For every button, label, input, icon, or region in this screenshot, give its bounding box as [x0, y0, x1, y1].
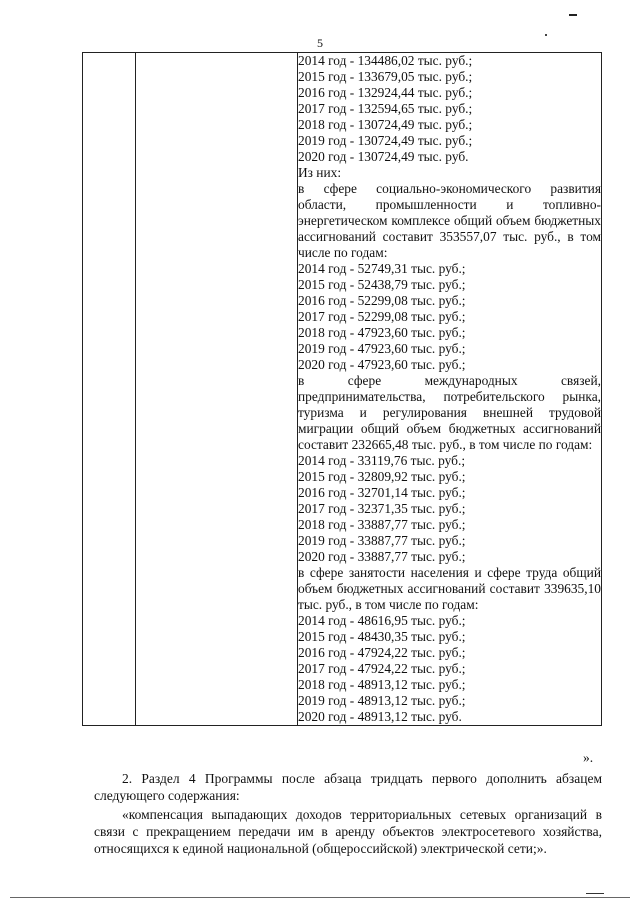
- list-item: 2018 год - 130724,49 тыс. руб.;: [298, 117, 473, 132]
- list-item: 2015 год - 32809,92 тыс. руб.;: [298, 469, 466, 484]
- list-item: 2017 год - 47924,22 тыс. руб.;: [298, 661, 466, 676]
- table-cell-label: [136, 53, 298, 726]
- closing-quote: ».: [583, 750, 594, 765]
- list-item: 2017 год - 52299,08 тыс. руб.;: [298, 309, 466, 324]
- block-economic-text: в сфере социально-экономического развития области, промышленности и топливно-энергетическом комплексе общий объем бюджетных ассигнований составит 353557,07 тыс. руб., в том числе по годам:: [298, 181, 601, 260]
- list-item: 2020 год - 47923,60 тыс. руб.;: [298, 357, 466, 372]
- list-item: 2019 год - 33887,77 тыс. руб.;: [298, 533, 466, 548]
- list-item: 2014 год - 48616,95 тыс. руб.;: [298, 613, 466, 628]
- list-item: 2018 год - 33887,77 тыс. руб.;: [298, 517, 466, 532]
- list-item: 2019 год - 48913,12 тыс. руб.;: [298, 693, 466, 708]
- list-item: 2016 год - 52299,08 тыс. руб.;: [298, 293, 466, 308]
- list-item: 2015 год - 52438,79 тыс. руб.;: [298, 277, 466, 292]
- block-employment-text: в сфере занятости населения и сфере труда общий объем бюджетных ассигнований составит 339635,10 тыс. руб., в том числе по годам:: [298, 565, 601, 612]
- amendment-quote-paragraph: «компенсация выпадающих доходов территориальных сетевых организаций в связи с прекращением передачи им в аренду объектов электросетевого хозяйства, относящихся к единой национальной (общероссийской) электрической сети;».: [94, 807, 602, 856]
- list-item: 2016 год - 32701,14 тыс. руб.;: [298, 485, 466, 500]
- list-item: 2019 год - 130724,49 тыс. руб.;: [298, 133, 473, 148]
- list-item: 2014 год - 33119,76 тыс. руб.;: [298, 453, 466, 468]
- table-row: [83, 53, 602, 726]
- block-international-text: в сфере международных связей, предпринимательства, потребительского рынка, туризма и регулирования внешней трудовой миграции общий объем бюджетных ассигнований составит 232665,48 тыс. руб., в том числе по годам:: [298, 373, 601, 452]
- page-edge-line: [10, 897, 630, 898]
- program-table: [82, 52, 602, 726]
- block-employment-years: [298, 613, 601, 725]
- table-cell-number: [83, 53, 136, 726]
- list-item: 2018 год - 48913,12 тыс. руб.;: [298, 677, 466, 692]
- table-cell-content: [298, 53, 602, 726]
- block-economic-years: [298, 261, 601, 373]
- list-item: Из них:: [298, 165, 342, 180]
- list-item: 2016 год - 132924,44 тыс. руб.;: [298, 85, 473, 100]
- list-item: 2018 год - 47923,60 тыс. руб.;: [298, 325, 466, 340]
- scan-mark: [586, 893, 604, 894]
- totals-by-year: [298, 53, 601, 181]
- list-item: 2016 год - 47924,22 тыс. руб.;: [298, 645, 466, 660]
- list-item: 2014 год - 134486,02 тыс. руб.;: [298, 53, 473, 68]
- list-item: 2017 год - 32371,35 тыс. руб.;: [298, 501, 466, 516]
- list-item: 2020 год - 130724,49 тыс. руб.: [298, 149, 469, 164]
- amendment-paragraph: 2. Раздел 4 Программы после абзаца тридцать первого дополнить абзацем следующего содержания:: [94, 771, 602, 803]
- list-item: 2020 год - 33887,77 тыс. руб.;: [298, 549, 466, 564]
- list-item: 2019 год - 47923,60 тыс. руб.;: [298, 341, 466, 356]
- block-international-years: [298, 453, 601, 565]
- page-number: 5: [317, 36, 323, 50]
- list-item: 2015 год - 133679,05 тыс. руб.;: [298, 69, 473, 84]
- list-item: 2014 год - 52749,31 тыс. руб.;: [298, 261, 466, 276]
- list-item: 2017 год - 132594,65 тыс. руб.;: [298, 101, 473, 116]
- list-item: 2020 год - 48913,12 тыс. руб.: [298, 709, 462, 724]
- list-item: 2015 год - 48430,35 тыс. руб.;: [298, 629, 466, 644]
- corner-mark: [569, 14, 577, 16]
